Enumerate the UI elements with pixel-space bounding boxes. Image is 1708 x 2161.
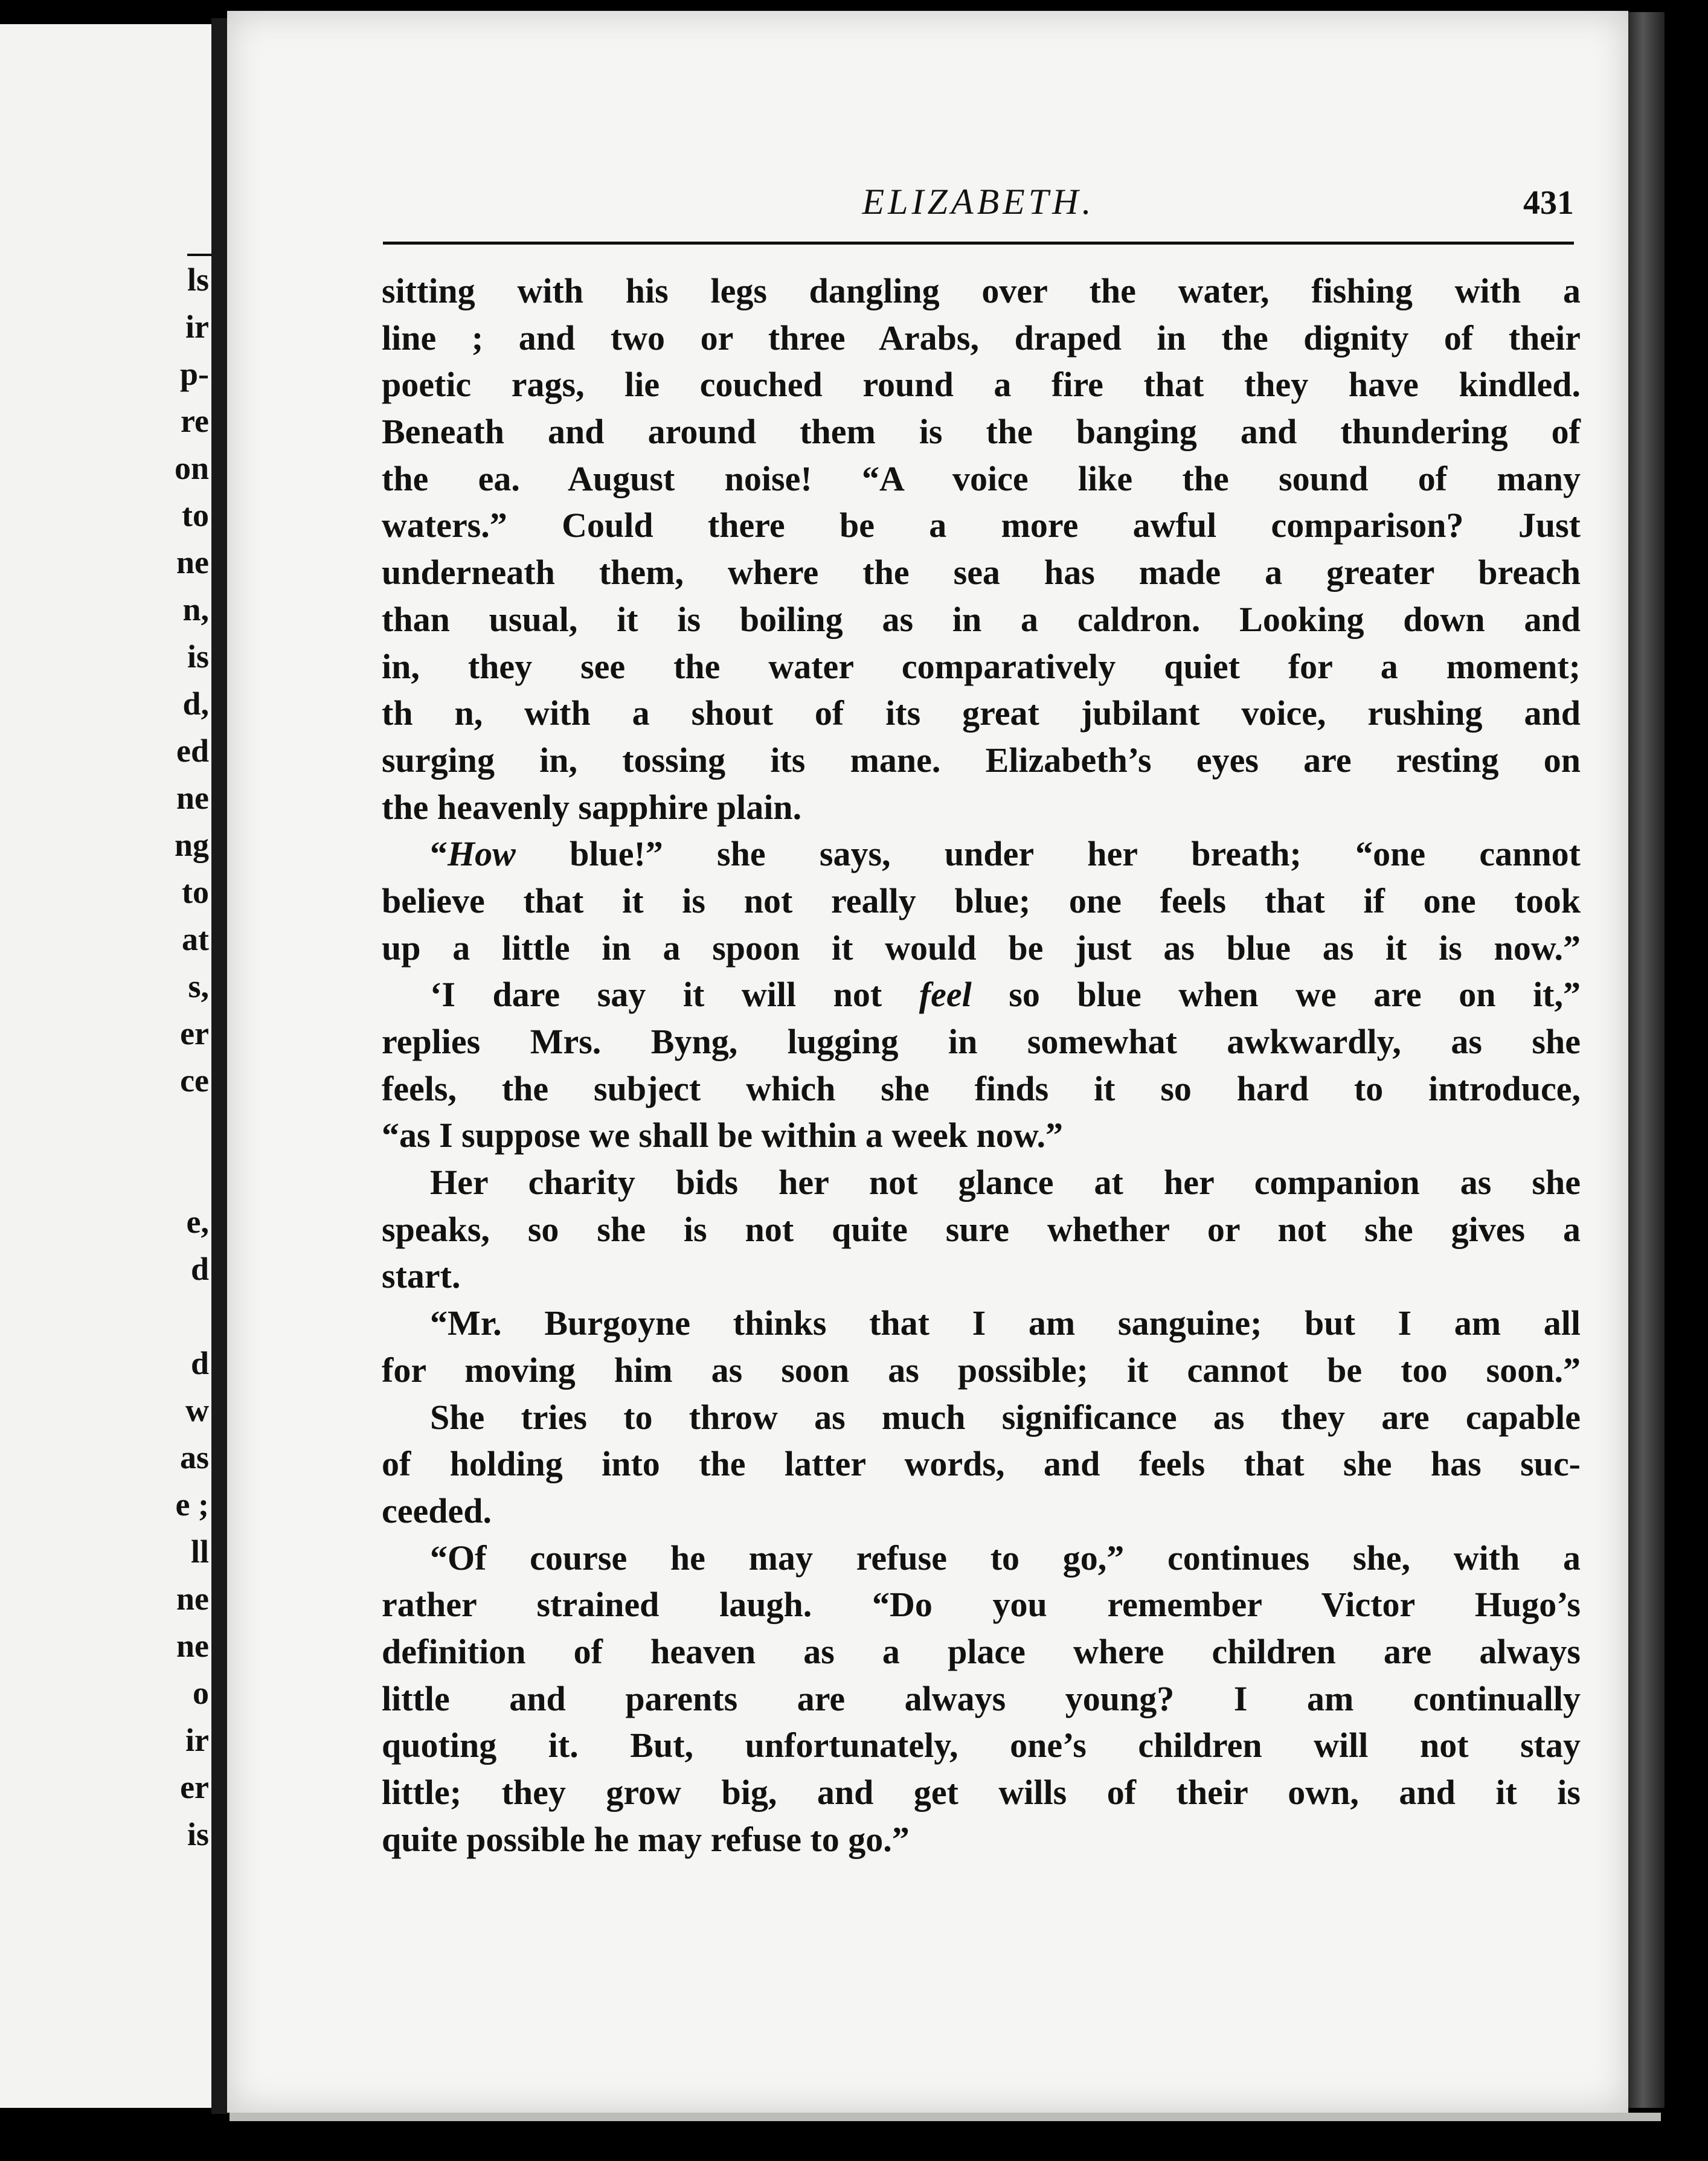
facing-fragment: is <box>187 638 209 675</box>
facing-fragment: d, <box>182 686 209 722</box>
facing-fragment: as <box>179 1439 209 1475</box>
facing-fragment: d <box>190 1251 209 1287</box>
text-line: feels, the subject which she finds it so hard to introduce, <box>382 1068 1581 1108</box>
facing-fragment: re <box>181 403 209 439</box>
facing-fragment: ne <box>176 1581 209 1617</box>
page-bottom-edge <box>230 2113 1661 2121</box>
facing-fragment: d <box>190 1345 209 1381</box>
facing-page <box>0 24 211 2108</box>
facing-fragment: e, <box>186 1204 209 1240</box>
facing-fragment: er <box>180 1769 209 1805</box>
text-line: little and parents are always young? I am continually <box>382 1678 1581 1718</box>
facing-fragment: ls <box>187 262 209 298</box>
text-line: surging in, tossing its mane. Elizabeth’s eyes are resting on <box>382 740 1581 780</box>
page-edge <box>1628 12 1665 2108</box>
feel-post: so blue when we are on it,” <box>971 975 1581 1015</box>
text-line: in, they see the water comparatively quiet for a moment; <box>382 646 1581 686</box>
text-line: “Mr. Burgoyne thinks that I am sanguine; but I am all <box>430 1303 1581 1343</box>
text-line: quoting it. But, unfortunately, one’s children will not stay <box>382 1726 1581 1765</box>
how-post: blue!” she says, under her breath; “one cannot <box>515 834 1581 874</box>
facing-fragment: p- <box>179 356 209 392</box>
text-line: speaks, so she is not quite sure whether or not she gives a <box>382 1209 1581 1249</box>
facing-fragment: ll <box>190 1533 209 1570</box>
how-italic: How <box>448 834 516 874</box>
facing-fragment: ce <box>180 1062 209 1099</box>
text-line: replies Mrs. Byng, lugging in somewhat awkwardly, as she <box>382 1022 1581 1061</box>
body-text <box>382 268 1581 1863</box>
text-line: sitting with his legs dangling over the water, fishing with a <box>382 271 1581 310</box>
text-line: believe that it is not really blue; one feels that if one took <box>382 881 1581 920</box>
text-line: start. <box>382 1256 461 1296</box>
text-line: ceeded. <box>382 1491 492 1530</box>
text-line: of holding into the latter words, and feels that she has suc- <box>382 1444 1581 1484</box>
facing-fragment: w <box>185 1392 209 1428</box>
facing-fragment: ed <box>176 733 209 769</box>
facing-fragment: e ; <box>175 1486 209 1523</box>
facing-page-text <box>175 256 209 1858</box>
facing-fragment: n, <box>182 591 209 628</box>
facing-fragment: is <box>187 1816 209 1852</box>
facing-fragment: ne <box>176 780 209 816</box>
text-line-how <box>382 830 1581 878</box>
text-line: for moving him as soon as possible; it cannot be too soon.” <box>382 1350 1581 1390</box>
text-line: quite possible he may refuse to go.” <box>382 1819 910 1859</box>
facing-fragment: er <box>180 1015 209 1052</box>
page-header <box>383 169 1574 248</box>
text-line: definition of heaven as a place where children are always <box>382 1631 1581 1671</box>
facing-fragment: ng <box>174 827 209 863</box>
text-line: the heavenly sapphire plain. <box>382 787 802 827</box>
facing-fragment: ir <box>185 309 209 345</box>
text-line: little; they grow big, and get wills of their own, and it is <box>382 1773 1581 1812</box>
facing-fragment: to <box>182 497 209 533</box>
text-line: up a little in a spoon it would be just as blue as it is now.” <box>382 928 1581 968</box>
text-line: waters.” Could there be a more awful comparison? Just <box>382 506 1581 545</box>
text-line: underneath them, where the sea has made a greater breach <box>382 553 1581 592</box>
facing-fragment: o <box>193 1675 209 1711</box>
header-rule <box>383 242 1574 245</box>
text-line: Beneath and around them is the banging and thundering of <box>382 412 1581 452</box>
text-line: “Of course he may refuse to go,” continues she, with a <box>430 1538 1581 1578</box>
facing-fragment: at <box>182 921 209 957</box>
text-line: the ea. August noise! “A voice like the sound of many <box>382 458 1581 498</box>
text-line: than usual, it is boiling as in a caldron. Looking down and <box>382 599 1581 639</box>
text-line-feel <box>382 971 1581 1018</box>
facing-fragment <box>175 1151 209 1198</box>
book-page <box>227 11 1628 2113</box>
facing-fragment: ne <box>176 1628 209 1664</box>
text-line: line ; and two or three Arabs, draped in the dignity of their <box>382 318 1581 358</box>
how-pre: “ <box>430 834 448 874</box>
running-head: ELIZABETH. <box>862 182 1095 222</box>
text-line: “as I suppose we shall be within a week now.” <box>382 1116 1063 1155</box>
text-line: poetic rags, lie couched round a fire that they have kindled. <box>382 365 1581 405</box>
text-line: Her charity bids her not glance at her companion as she <box>430 1163 1581 1203</box>
facing-fragment <box>175 1292 209 1340</box>
book-gutter <box>211 18 228 2114</box>
facing-fragment: to <box>182 874 209 910</box>
feel-pre: ‘I dare say it will not <box>430 975 919 1015</box>
page-number: 431 <box>1523 184 1574 222</box>
text-line: th n, with a shout of its great jubilant voice, rushing and <box>382 693 1581 733</box>
facing-fragment <box>175 1104 209 1151</box>
facing-fragment: on <box>174 450 209 486</box>
facing-fragment: s, <box>188 968 209 1004</box>
feel-italic: feel <box>919 975 972 1015</box>
facing-fragment: ir <box>185 1722 209 1758</box>
facing-fragment: ne <box>176 544 209 580</box>
text-line: She tries to throw as much significance as they are capable <box>430 1397 1581 1437</box>
text-line: rather strained laugh. “Do you remember Victor Hugo’s <box>382 1585 1581 1625</box>
